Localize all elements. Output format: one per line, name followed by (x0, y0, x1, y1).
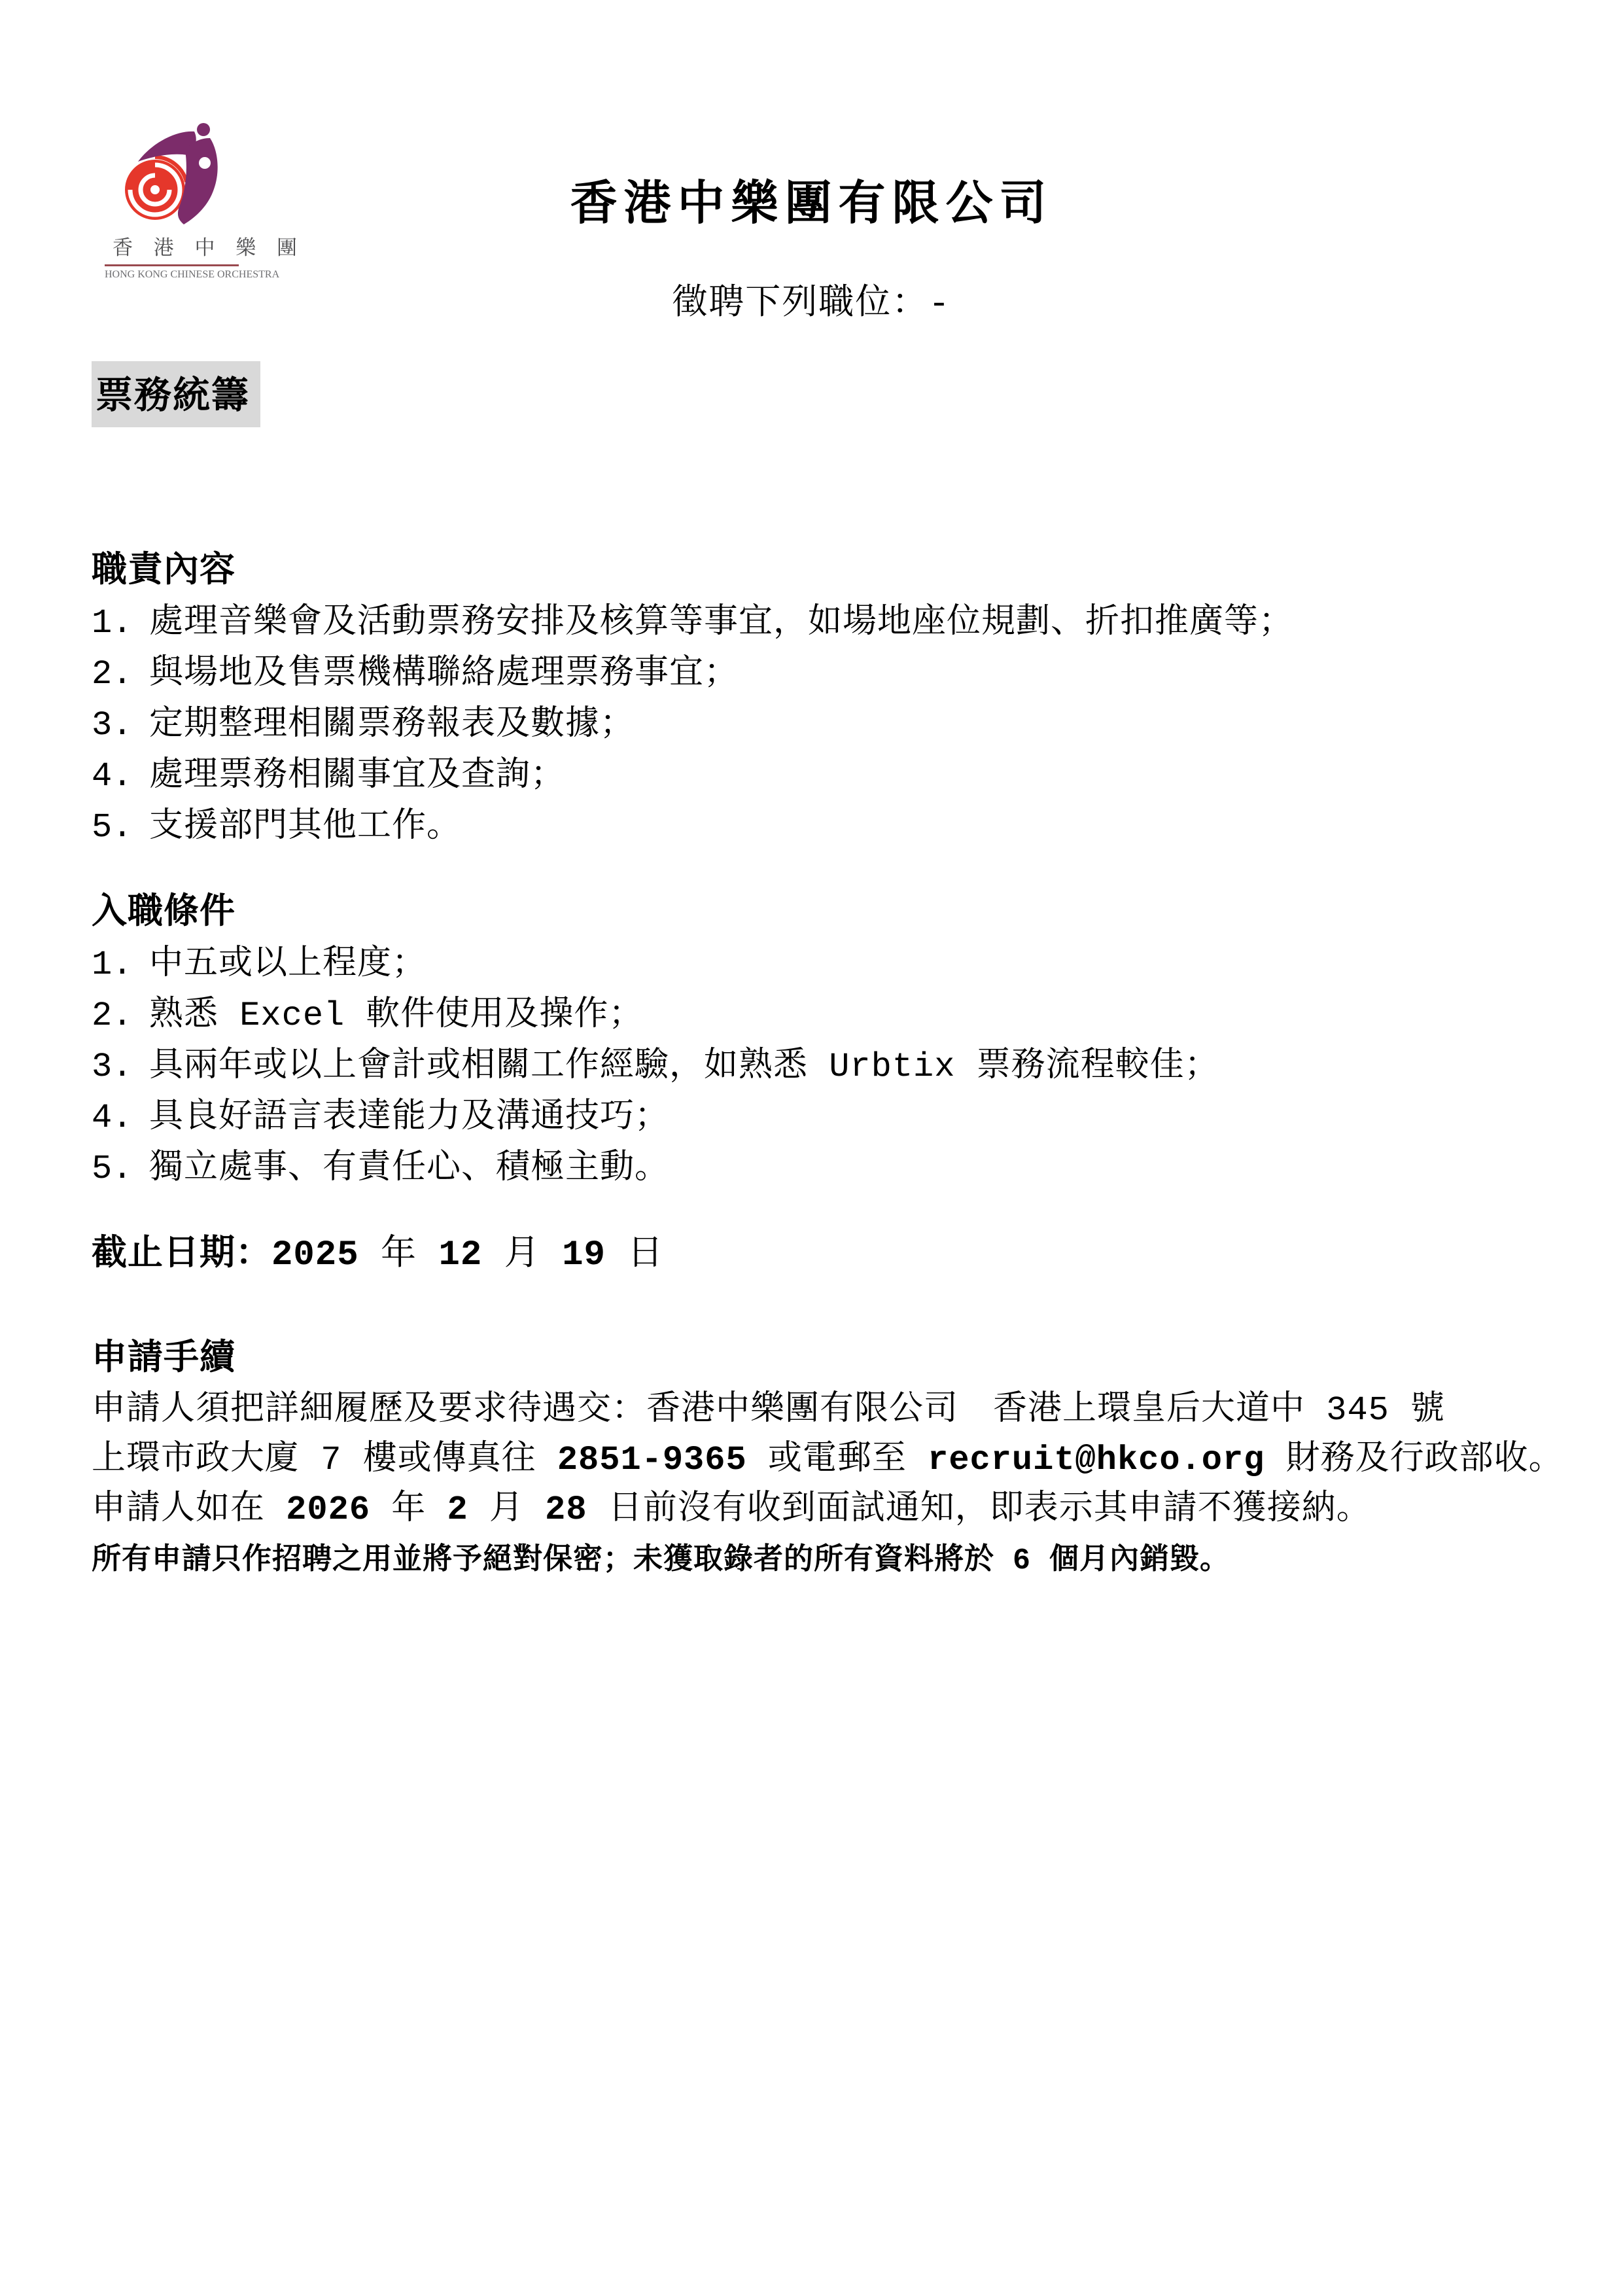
deadline-year: 2025 (271, 1235, 359, 1275)
deadline-day: 19 (562, 1235, 606, 1275)
item-text: 熟悉 Excel 軟件使用及操作； (149, 997, 644, 1035)
item-number: 5. (92, 808, 133, 847)
item-number: 5. (92, 1150, 133, 1188)
item-number: 3. (92, 706, 133, 745)
application-line-2 (92, 1436, 1563, 1485)
item-text: 與場地及售票機構聯絡處理票務事宜； (149, 655, 739, 694)
list-item (92, 700, 1537, 751)
deadline-sep: 年 (358, 1235, 439, 1275)
email-address: recruit@hkco.org (928, 1441, 1265, 1479)
list-item (92, 1144, 1537, 1195)
reply-day: 28 (545, 1491, 587, 1529)
item-text: 中五或以上程度； (149, 945, 427, 984)
list-item (92, 649, 1537, 700)
deadline-label: 截止日期： (92, 1235, 271, 1275)
item-text: 支援部門其他工作。 (149, 808, 462, 847)
deadline-month: 12 (438, 1235, 483, 1275)
application-text: 或電郵至 (746, 1441, 928, 1479)
item-text: 處理音樂會及活動票務安排及核算等事宜，如場地座位規劃、折扣推廣等； (149, 604, 1294, 643)
item-text: 具兩年或以上會計或相關工作經驗，如熟悉 Urbtix 票務流程較佳； (149, 1048, 1219, 1086)
duties-list (92, 598, 1537, 853)
item-number: 4. (92, 1099, 133, 1137)
spacer (958, 1391, 993, 1430)
application-text: 年 (370, 1491, 447, 1529)
page-title: 香港中樂團有限公司 (570, 177, 1053, 230)
item-number: 1. (92, 604, 133, 643)
list-item (92, 802, 1537, 853)
application-text: 月 (468, 1491, 546, 1529)
deadline-line (92, 1230, 663, 1281)
item-number: 4. (92, 757, 133, 796)
item-text: 定期整理相關票務報表及數據； (149, 706, 635, 745)
duties-section (92, 547, 1537, 853)
list-item (92, 751, 1537, 802)
company-address: 香港上環皇后大道中 345 號 (993, 1391, 1446, 1430)
logo-english-name: HONG KONG CHINESE ORCHESTRA (105, 269, 280, 280)
reply-year: 2026 (286, 1491, 371, 1529)
application-text: 申請人須把詳細履歷及要求待遇交：香港中樂團有限公司 (92, 1391, 959, 1430)
item-number: 3. (92, 1048, 133, 1086)
application-line-1 (92, 1386, 1537, 1436)
item-number: 1. (92, 945, 133, 984)
item-number: 2. (92, 655, 133, 694)
logo-chinese-name: 香 港 中 樂 團 (113, 236, 305, 259)
list-item (92, 1042, 1537, 1093)
application-heading: 申請手續 (92, 1340, 236, 1380)
application-text: 上環市政大廈 7 樓或傳真往 (92, 1441, 557, 1479)
fax-number: 2851-9365 (557, 1441, 747, 1479)
list-item (92, 940, 1537, 991)
application-line-3 (92, 1485, 1537, 1535)
requirements-section (92, 889, 1537, 1195)
application-text: 日前沒有收到面試通知，即表示其申請不獲接納。 (587, 1491, 1371, 1529)
logo-underline (105, 264, 239, 266)
deadline-sep: 日 (605, 1235, 664, 1275)
list-item (92, 991, 1537, 1042)
list-item (92, 1093, 1537, 1144)
application-section (92, 1335, 1563, 1586)
item-text: 獨立處事、有責任心、積極主動。 (149, 1150, 670, 1188)
list-item (92, 598, 1537, 649)
privacy-note: 所有申請只作招聘之用並將予絕對保密；未獲取錄者的所有資料將於 6 個月內銷毀。 (92, 1544, 1230, 1578)
item-text: 具良好語言表達能力及溝通技巧； (149, 1099, 670, 1137)
duties-heading: 職責內容 (92, 552, 236, 592)
application-text: 申請人如在 (92, 1491, 287, 1529)
requirements-heading: 入職條件 (92, 894, 236, 934)
requirements-list (92, 940, 1537, 1195)
recruit-subtitle: 徵聘下列職位：- (672, 285, 951, 325)
deadline-sep: 月 (482, 1235, 563, 1275)
item-text: 處理票務相關事宜及查詢； (149, 757, 566, 796)
item-number: 2. (92, 997, 133, 1035)
job-title-highlight: 票務統籌 (92, 361, 260, 427)
reply-month: 2 (447, 1491, 468, 1529)
application-text: 財務及行政部收。 (1265, 1441, 1563, 1479)
